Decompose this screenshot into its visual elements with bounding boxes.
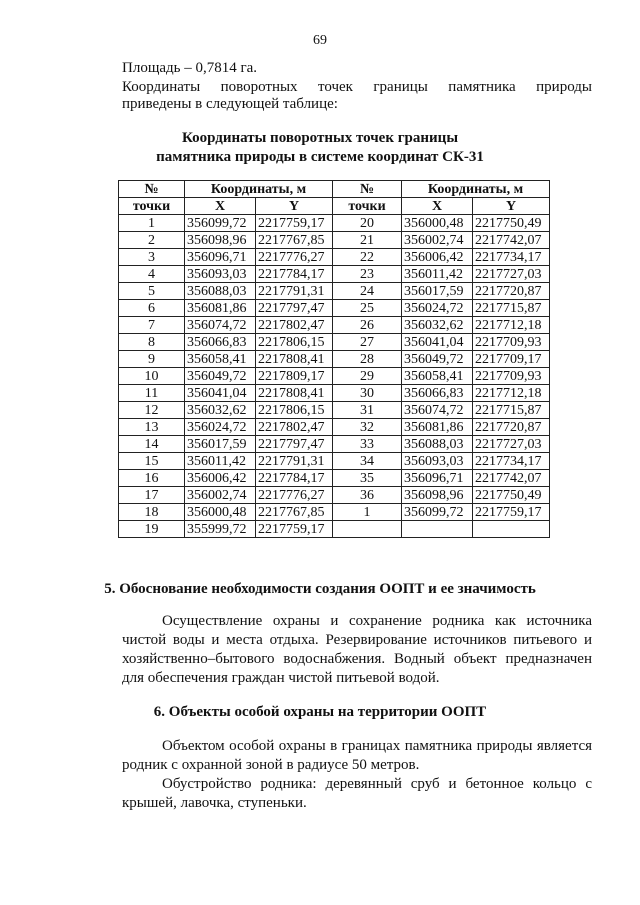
header-y-right: Y [473,198,550,215]
area-text: Площадь – 0,7814 га. [122,60,258,76]
table-row [119,232,550,249]
cell-point-no-right: 25 [333,300,402,317]
section6-paragraph2: Обустройство родника: деревянный сруб и бетонное кольцо с крышей, лавочка, ступеньки. [122,776,592,811]
cell-y-left: 2217797,47 [256,300,333,317]
cell-point-no-left: 17 [119,487,185,504]
table-row [119,334,550,351]
cell-x-left: 356000,48 [185,504,256,521]
cell-y-right: 2217712,18 [473,317,550,334]
cell-y-left: 2217791,31 [256,453,333,470]
cell-point-no-right: 24 [333,283,402,300]
cell-point-no-right [333,521,402,538]
table-row [119,470,550,487]
cell-point-no-right: 27 [333,334,402,351]
cell-point-no-right: 35 [333,470,402,487]
cell-y-right: 2217709,17 [473,351,550,368]
cell-y-left: 2217808,41 [256,385,333,402]
cell-point-no-left: 8 [119,334,185,351]
cell-point-no-left: 11 [119,385,185,402]
table-caption-line2: памятника природы в системе координат СК-31 [156,149,484,165]
cell-point-no-left: 9 [119,351,185,368]
cell-x-left: 356002,74 [185,487,256,504]
cell-point-no-left: 15 [119,453,185,470]
cell-y-left: 2217806,15 [256,402,333,419]
cell-y-left: 2217759,17 [256,215,333,232]
cell-x-right: 356088,03 [402,436,473,453]
cell-x-right: 356096,71 [402,470,473,487]
cell-y-left: 2217802,47 [256,317,333,334]
cell-y-right: 2217734,17 [473,249,550,266]
coords-intro-line2: приведены в следующей таблице: [122,96,338,112]
table-row [119,504,550,521]
table-caption-line1: Координаты поворотных точек границы [181,130,459,146]
page-number: 69 [313,33,327,48]
cell-point-no-right: 26 [333,317,402,334]
table-row [119,419,550,436]
cell-x-right: 356098,96 [402,487,473,504]
cell-point-no-left: 1 [119,215,185,232]
cell-y-right: 2217750,49 [473,487,550,504]
cell-x-left: 356088,03 [185,283,256,300]
cell-x-left: 356017,59 [185,436,256,453]
cell-point-no-right: 30 [333,385,402,402]
cell-y-right: 2217709,93 [473,368,550,385]
cell-x-left: 356096,71 [185,249,256,266]
cell-x-right: 356000,48 [402,215,473,232]
cell-point-no-left: 16 [119,470,185,487]
cell-x-left: 356081,86 [185,300,256,317]
cell-point-no-right: 22 [333,249,402,266]
section6-title: 6. Объекты особой охраны на территории ООПТ [153,704,487,720]
header-coords-right: Координаты, м [402,181,550,198]
cell-point-no-right: 21 [333,232,402,249]
table-row [119,436,550,453]
cell-y-right: 2217715,87 [473,402,550,419]
cell-point-no-left: 18 [119,504,185,521]
cell-y-left: 2217791,31 [256,283,333,300]
cell-x-right: 356011,42 [402,266,473,283]
table-row [119,351,550,368]
cell-y-left: 2217784,17 [256,470,333,487]
coordinates-table [118,180,550,538]
cell-y-right: 2217742,07 [473,470,550,487]
cell-x-left: 356099,72 [185,215,256,232]
cell-point-no-left: 3 [119,249,185,266]
cell-y-left: 2217784,17 [256,266,333,283]
cell-x-right: 356041,04 [402,334,473,351]
cell-point-no-left: 5 [119,283,185,300]
cell-y-left: 2217797,47 [256,436,333,453]
header-no-left: № [119,181,185,198]
cell-x-right: 356099,72 [402,504,473,521]
section5-paragraph: Осуществление охраны и сохранение родника как источника чистой воды и места отдыха. Резервирование источников питьевого и хозяйственно–бытового водоснабжения. Водный объект предназначен для обеспечения граждан чистой питьевой водой. [122,613,592,686]
cell-x-right: 356002,74 [402,232,473,249]
cell-y-right: 2217720,87 [473,419,550,436]
cell-point-no-right: 20 [333,215,402,232]
cell-point-no-right: 1 [333,504,402,521]
header-no-right: № [333,181,402,198]
cell-point-no-right: 36 [333,487,402,504]
cell-x-left: 356024,72 [185,419,256,436]
cell-y-left: 2217759,17 [256,521,333,538]
cell-y-left: 2217808,41 [256,351,333,368]
cell-point-no-right: 23 [333,266,402,283]
cell-point-no-right: 34 [333,453,402,470]
cell-point-no-left: 10 [119,368,185,385]
cell-y-right: 2217715,87 [473,300,550,317]
cell-y-right: 2217750,49 [473,215,550,232]
cell-y-left: 2217806,15 [256,334,333,351]
cell-x-left: 355999,72 [185,521,256,538]
cell-point-no-left: 12 [119,402,185,419]
cell-x-right: 356058,41 [402,368,473,385]
cell-point-no-right: 32 [333,419,402,436]
cell-y-right: 2217727,03 [473,266,550,283]
cell-y-right: 2217712,18 [473,385,550,402]
cell-point-no-left: 4 [119,266,185,283]
cell-y-right: 2217727,03 [473,436,550,453]
cell-y-left: 2217809,17 [256,368,333,385]
cell-x-right: 356006,42 [402,249,473,266]
cell-x-left: 356032,62 [185,402,256,419]
cell-y-right: 2217709,93 [473,334,550,351]
cell-point-no-left: 13 [119,419,185,436]
header-x-right: X [402,198,473,215]
cell-y-right: 2217720,87 [473,283,550,300]
cell-point-no-right: 28 [333,351,402,368]
cell-y-left: 2217802,47 [256,419,333,436]
cell-x-right: 356066,83 [402,385,473,402]
header-x-left: X [185,198,256,215]
table-row [119,283,550,300]
cell-point-no-left: 14 [119,436,185,453]
table-row [119,249,550,266]
cell-y-left: 2217776,27 [256,249,333,266]
cell-x-right: 356081,86 [402,419,473,436]
cell-y-left: 2217767,85 [256,504,333,521]
table-row [119,402,550,419]
cell-x-right: 356093,03 [402,453,473,470]
cell-point-no-left: 7 [119,317,185,334]
table-row [119,487,550,504]
cell-x-right: 356024,72 [402,300,473,317]
cell-y-right: 2217759,17 [473,504,550,521]
cell-x-left: 356041,04 [185,385,256,402]
table-row [119,521,550,538]
table-row [119,368,550,385]
cell-x-left: 356093,03 [185,266,256,283]
coordinates-table-body [119,215,550,538]
cell-y-left: 2217767,85 [256,232,333,249]
cell-x-left: 356011,42 [185,453,256,470]
section5-title: 5. Обоснование необходимости создания ООПТ и ее значимость [104,581,536,597]
cell-x-right: 356032,62 [402,317,473,334]
cell-point-no-right: 31 [333,402,402,419]
table-row [119,215,550,232]
cell-y-right: 2217742,07 [473,232,550,249]
cell-y-left: 2217776,27 [256,487,333,504]
header-point-right: точки [333,198,402,215]
header-point-left: точки [119,198,185,215]
cell-point-no-right: 33 [333,436,402,453]
table-row [119,300,550,317]
cell-x-left: 356098,96 [185,232,256,249]
table-row [119,317,550,334]
cell-x-left: 356006,42 [185,470,256,487]
cell-y-right: 2217734,17 [473,453,550,470]
cell-x-right [402,521,473,538]
cell-point-no-left: 6 [119,300,185,317]
cell-point-no-right: 29 [333,368,402,385]
table-row [119,385,550,402]
cell-y-right [473,521,550,538]
cell-x-right: 356074,72 [402,402,473,419]
coords-intro-line1: Координаты поворотных точек границы памятника природы [122,79,592,95]
cell-point-no-left: 2 [119,232,185,249]
table-row [119,453,550,470]
section6-body [122,737,592,813]
cell-x-left: 356066,83 [185,334,256,351]
section6-paragraph1: Объектом особой охраны в границах памятника природы является родник с охранной зоной в радиусе 50 метров. [122,738,592,773]
cell-x-left: 356049,72 [185,368,256,385]
cell-x-left: 356058,41 [185,351,256,368]
table-row [119,266,550,283]
header-y-left: Y [256,198,333,215]
section5-body [122,612,592,688]
cell-x-right: 356017,59 [402,283,473,300]
header-coords-left: Координаты, м [185,181,333,198]
cell-point-no-left: 19 [119,521,185,538]
cell-x-right: 356049,72 [402,351,473,368]
cell-x-left: 356074,72 [185,317,256,334]
